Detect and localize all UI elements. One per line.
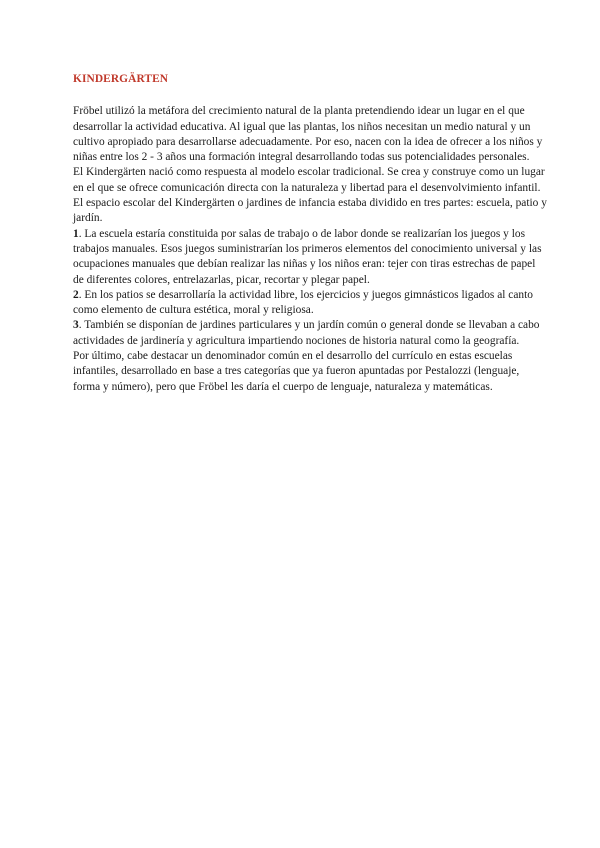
item-text: . En los patios se desarrollaría la actividad libre, los ejercicios y juegos gimnásticos ligados al canto como elemento de cultura estética, moral y religiosa. xyxy=(73,288,533,317)
paragraph-space: El espacio escolar del Kindergärten o jardines de infancia estaba dividido en tres partes: escuela, patio y jardín. xyxy=(73,197,547,225)
document-page xyxy=(73,72,547,395)
list-item-school xyxy=(73,227,547,288)
paragraph-intro: Fröbel utilizó la metáfora del crecimiento natural de la planta pretendiendo idear un lugar en el que desarrollar la actividad educativa. Al igual que las plantas, los niños necesitan un medio natural y un cultivo apropiado para desarrollarse adecuadamente. Por eso, nacen con la idea de ofrecer a los niños y niñas entre los 2 - 3 años una formación integral desarrollando todas sus potencialidades personales. xyxy=(73,105,543,164)
paragraph-closing: Por último, cabe destacar un denominador común en el desarrollo del currículo en estas escuelas infantiles, desarrollado en base a tres categorías que ya fueron apuntadas por Pestalozzi (lenguaje, forma y número), pero que Fröbel les daría el cuerpo de lenguaje, naturaleza y matemáticas. xyxy=(73,350,520,393)
list-item-garden xyxy=(73,318,547,349)
paragraph-origin: El Kindergärten nació como respuesta al modelo escolar tradicional. Se crea y construye como un lugar en el que se ofrece comunicación directa con la naturaleza y libertad para el desenvolvimiento infantil. xyxy=(73,166,545,194)
item-text: . También se disponían de jardines particulares y un jardín común o general donde se llevaban a cabo actividades de jardinería y agricultura impartiendo nociones de historia natural como la geografía. xyxy=(73,319,540,347)
list-item-patio xyxy=(73,288,547,319)
item-number: 1 xyxy=(73,227,79,240)
document-title: KINDERGÄRTEN xyxy=(73,73,169,85)
item-text: . La escuela estaría constituida por salas de trabajo o de labor donde se realizarían los juegos y los trabajos manuales. Esos juegos suministrarían los primeros elementos del conocimiento universal y las ocupaciones manuales que debían realizar las niñas y los niños eran: tejer con tiras estrechas de papel de diferentes colores, entrelazarlas, picar, recortar y plegar papel. xyxy=(73,227,542,286)
item-number: 2 xyxy=(73,288,79,301)
item-number: 3 xyxy=(73,319,79,332)
